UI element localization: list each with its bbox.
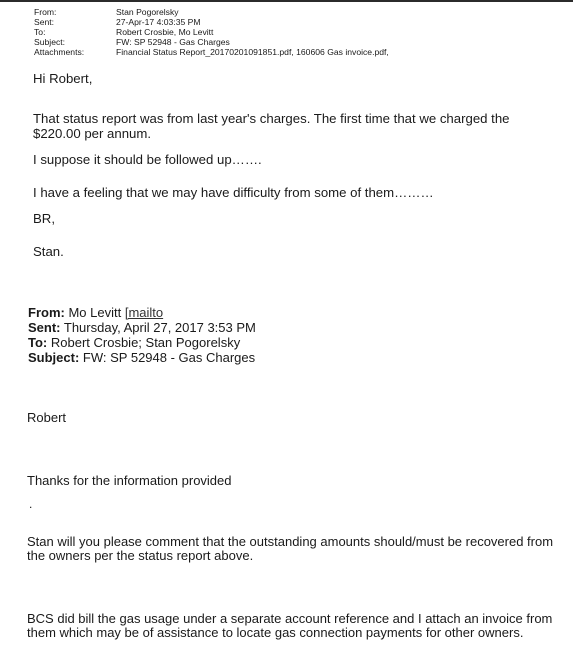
reply-greeting: Hi Robert,	[33, 71, 93, 86]
header-attachments-label: Attachments:	[34, 47, 85, 57]
reply-paragraph-1: That status report was from last year's charges. The first time that we charged the $220.00 per annum.	[33, 111, 510, 141]
reply-paragraph-2: I suppose it should be followed up…….	[33, 152, 262, 167]
reply-signature: Stan.	[33, 244, 64, 259]
header-sent-value: 27-Apr-17 4:03:35 PM	[116, 17, 201, 27]
forwarded-from-label: From:	[28, 305, 65, 320]
reply-paragraph-3: I have a feeling that we may have difficulty from some of them………	[33, 185, 434, 200]
header-sent-label: Sent:	[34, 17, 55, 27]
header-from-value: Stan Pogorelsky	[116, 7, 179, 17]
header-attachments-value: Financial Status Report_20170201091851.pdf, 160606 Gas invoice.pdf,	[116, 47, 389, 57]
header-to-value: Robert Crosbie, Mo Levitt	[116, 27, 214, 37]
forwarded-sent-value: Thursday, April 27, 2017 3:53 PM	[63, 320, 256, 335]
forwarded-sent-label: Sent:	[28, 320, 61, 335]
quoted-paragraph-1: Stan will you please comment that the outstanding amounts should/must be recovered from the owners per the status report above.	[27, 534, 554, 563]
top-divider	[0, 0, 573, 2]
header-to-label: To:	[34, 27, 46, 37]
forwarded-from-row	[28, 305, 163, 320]
quoted-thanks: Thanks for the information provided	[27, 473, 232, 488]
forwarded-subject-row	[28, 350, 255, 365]
quoted-dot: .	[29, 497, 33, 511]
forwarded-sent-row	[28, 320, 256, 335]
forwarded-subject-label: Subject:	[28, 350, 80, 365]
quoted-paragraph-2: BCS did bill the gas usage under a separate account reference and I attach an invoice from them which may be of assistance to locate gas connection payments for other owners.	[27, 611, 553, 640]
forwarded-from-value: Mo Levitt	[68, 305, 125, 320]
header-subject-value: FW: SP 52948 - Gas Charges	[116, 37, 230, 47]
forwarded-to-value: Robert Crosbie; Stan Pogorelsky	[50, 335, 241, 350]
forwarded-mailto-link[interactable]: [mailto	[124, 305, 164, 320]
reply-signoff: BR,	[33, 211, 55, 226]
header-from-label: From:	[34, 7, 57, 17]
quoted-salutation: Robert	[27, 410, 67, 425]
header-subject-label: Subject:	[34, 37, 66, 47]
forwarded-to-label: To:	[28, 335, 48, 350]
forwarded-to-row	[28, 335, 240, 350]
forwarded-subject-value: FW: SP 52948 - Gas Charges	[82, 350, 256, 365]
